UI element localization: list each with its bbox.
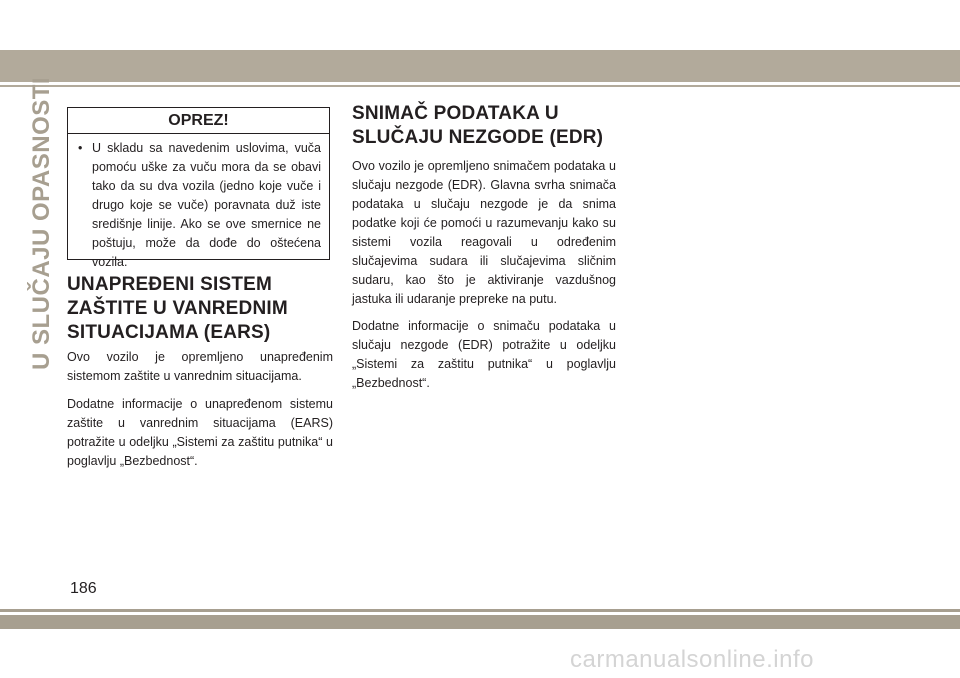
watermark: carmanualsonline.info [570, 646, 814, 673]
footer-rule [0, 609, 960, 612]
paragraph-edr-1: Ovo vozilo je opremljeno snimačem podataka u slučaju nezgode (EDR). Glavna svrha snimača podataka u slučaju nezgode je da snima podatke koji će pomoći u razumevanju kako su sistemi vozila reagovali u određenim slučajevima sudara ili slučajevima sličnim sudaru, kao što je aktiviranje vazdušnog jastuka ili udaranje prepreke na putu. [352, 159, 616, 306]
section-side-tab: U SLUČAJU OPASNOSTI [28, 76, 55, 370]
heading-ears: UNAPREĐENI SISTEM ZAŠTITE U VANREDNIM SITUACIJAMA (EARS) [67, 274, 288, 343]
heading-edr: SNIMAČ PODATAKA U SLUČAJU NEZGODE (EDR) [352, 103, 604, 148]
bullet-icon: • [78, 141, 83, 155]
caution-box [67, 107, 330, 269]
page-number: 186 [70, 580, 97, 597]
caution-title: OPREZ! [68, 108, 329, 134]
footer-band [0, 615, 960, 629]
caution-text: U skladu sa navedenim uslovima, vuča pomoću uške za vuču mora da se obavi tako da su dva vozila (jedno koje vuče i drugo koje se vuče) poravnata duž iste središnje linije. Ako se ove smernice ne poštuju, može da dođe do oštećena vozila. [92, 141, 321, 269]
header-rule [0, 85, 960, 87]
paragraph-ears-2: Dodatne informacije o unapređenom sistemu zaštite u vanrednim situacijama (EARS) potražite u odeljku „Sistemi za zaštitu putnika“ u poglavlju „Bezbednost“. [67, 397, 333, 468]
paragraph-edr-2: Dodatne informacije o snimaču podataka u slučaju nezgode (EDR) potražite u odeljku „Sistemi za zaštitu putnika“ u poglavlju „Bezbednost“. [352, 319, 616, 390]
paragraph-ears-1: Ovo vozilo je opremljeno unapređenim sistemom zaštite u vanrednim situacijama. [67, 350, 333, 383]
header-band [0, 50, 960, 82]
caution-item [78, 139, 321, 272]
